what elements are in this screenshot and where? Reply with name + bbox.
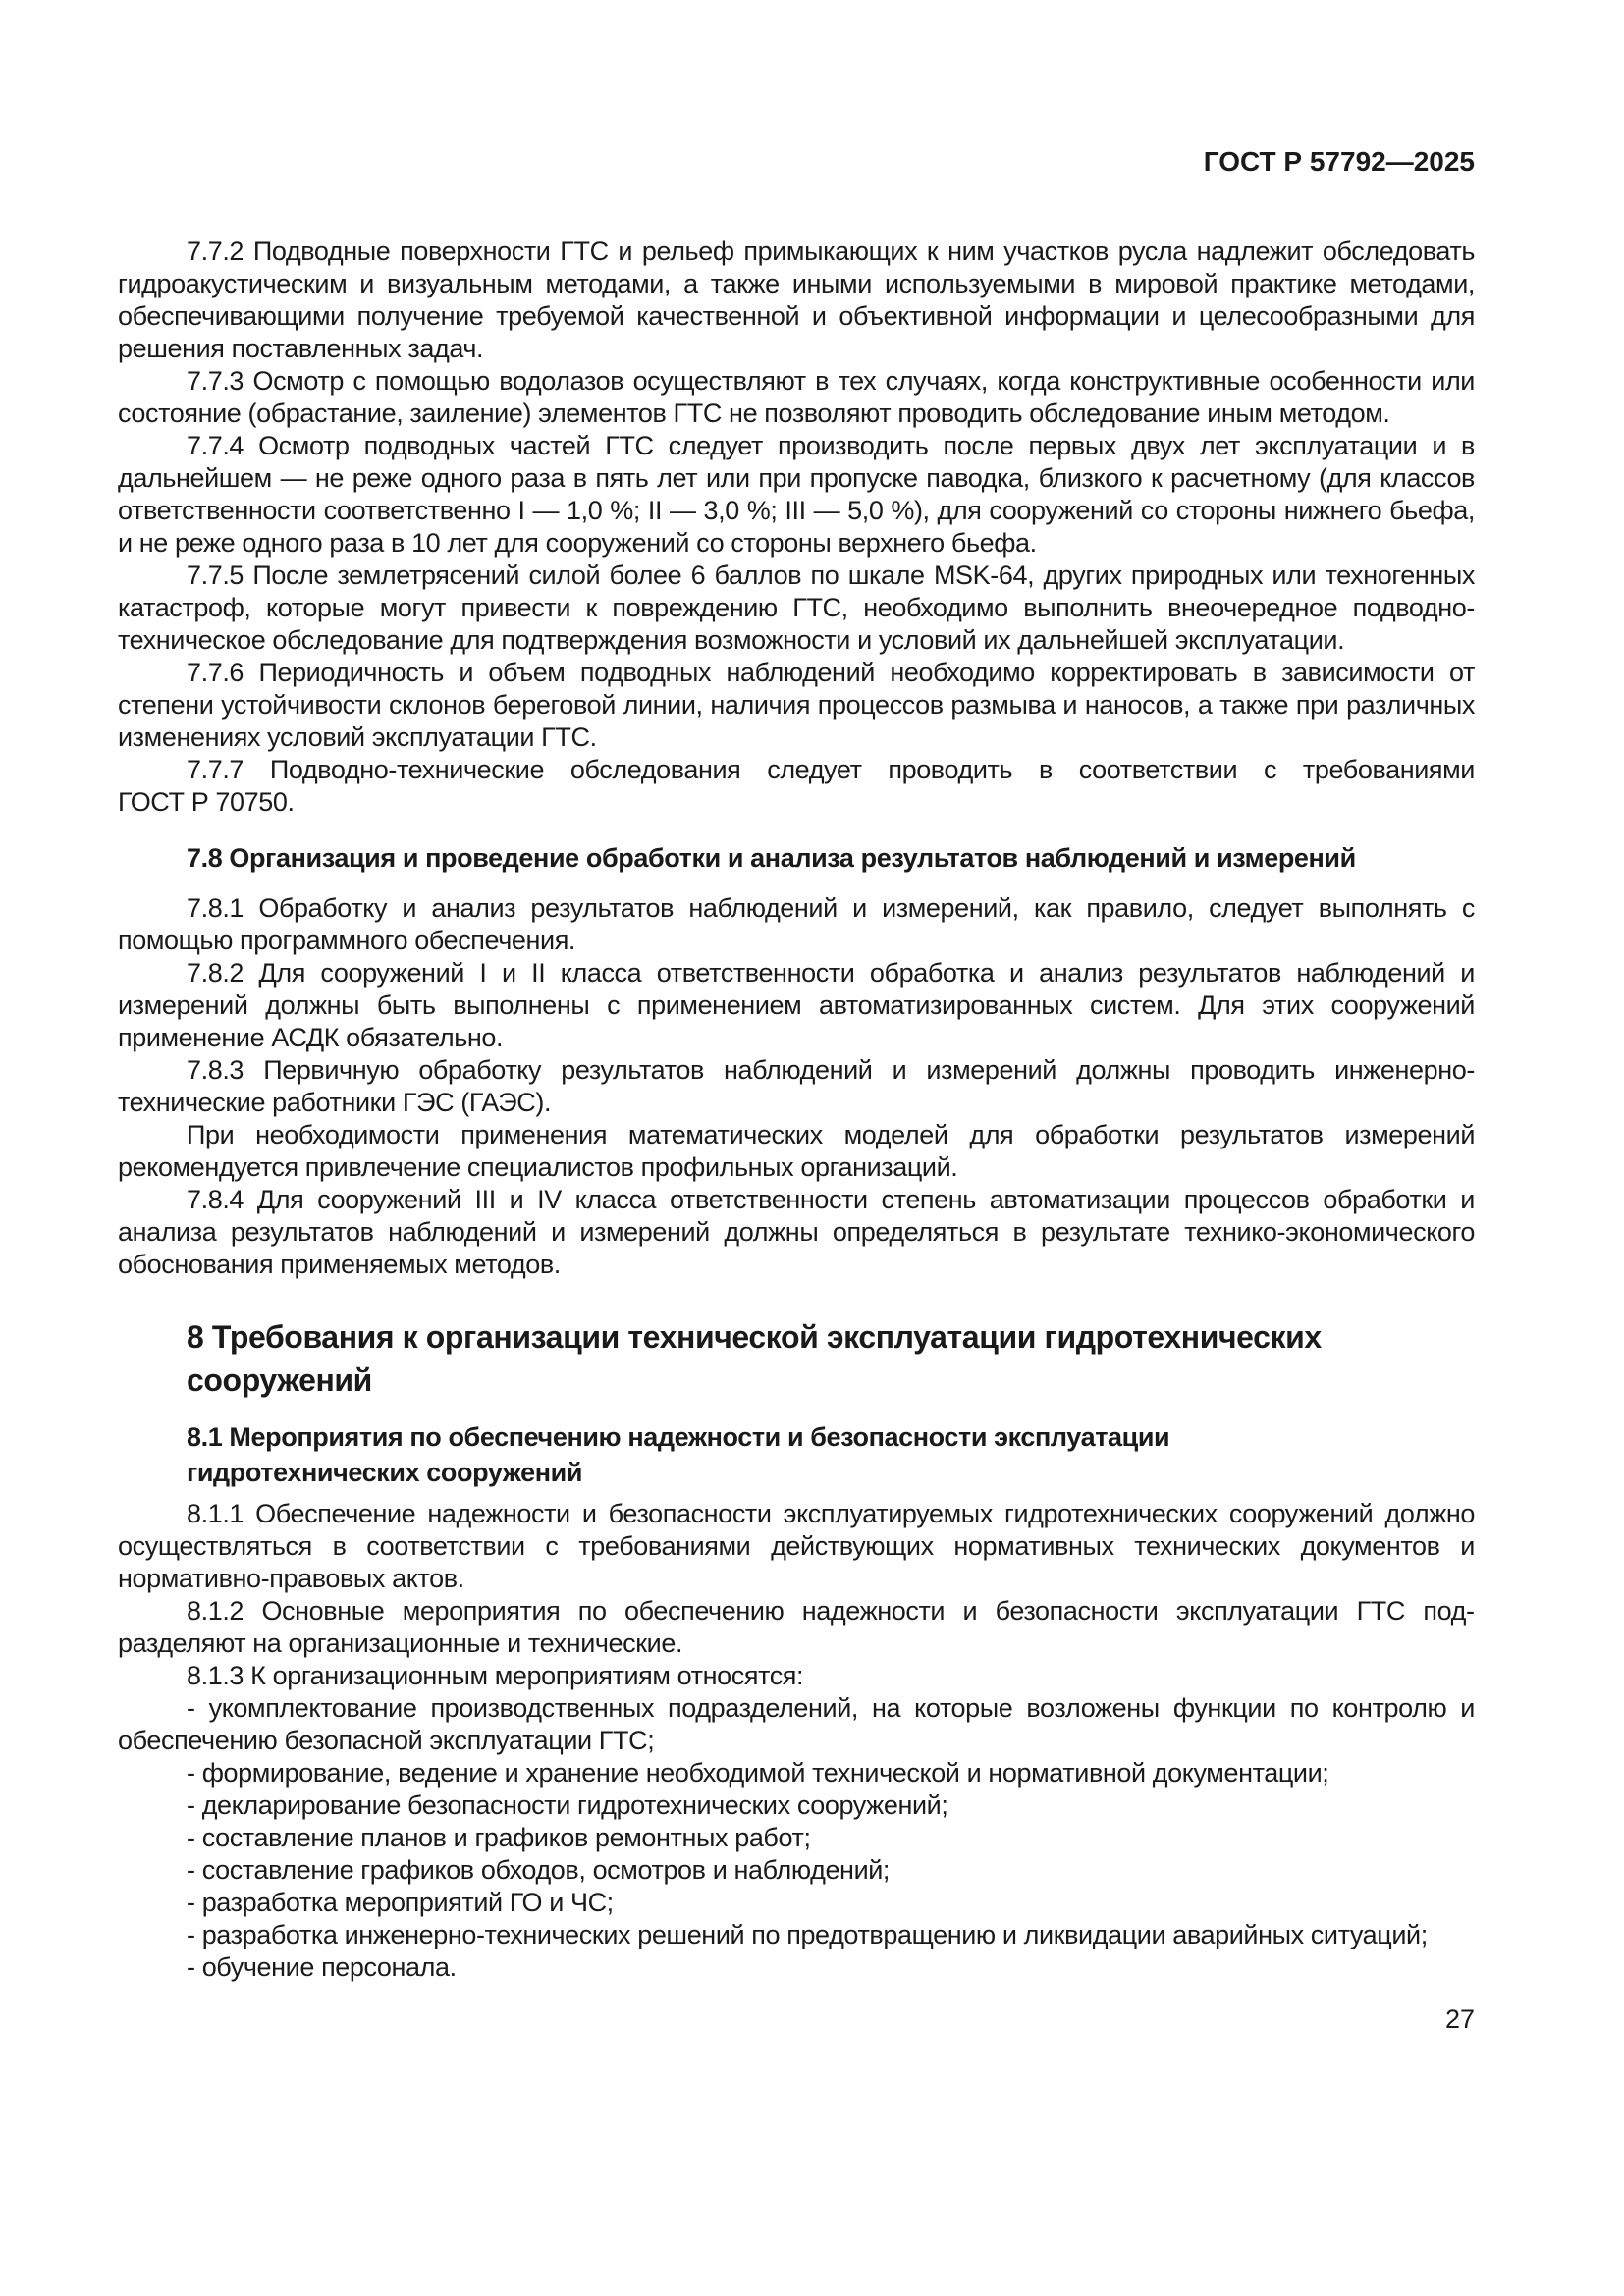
paragraph-7-7-5: 7.7.5 После землетрясений силой более 6 баллов по шкале MSK-64, других природных или техногенных катастроф, которые могут привести к повреждению ГТС, необходимо выполнить внеочередное подводно-техническое обследование для подтверждения возможности и условий их дальнейшей эксплуатации.: [118, 561, 1475, 655]
paragraph-7-8-1: 7.8.1 Обработку и анализ результатов наблюдений и измерений, как правило, следует выполнять с помощью программного обеспечения.: [118, 893, 1475, 955]
heading-8-line1: 8 Требования к организации технической эксплуатации гидротехнических: [187, 1319, 1322, 1355]
list-item-5: - составление графиков обходов, осмотров и наблюдений;: [187, 1855, 891, 1885]
list-item-7: - разработка инженерно-технических решений по предотвращению и ликвидации аварийных ситуаций;: [187, 1920, 1428, 1949]
list-item-3: - декларирование безопасности гидротехнических сооружений;: [187, 1790, 948, 1820]
document-header: ГОСТ Р 57792—2025: [1203, 146, 1475, 177]
page-number: 27: [1444, 2004, 1475, 2034]
list-item-8: - обучение персонала.: [187, 1952, 457, 1982]
paragraph-8-1-1: 8.1.1 Обеспечение надежности и безопасности эксплуатируемых гидротехнических сооружений должно осуществляться в соответствии с требованиями действующих нормативных технических документов и нормативно-правовых актов.: [118, 1499, 1475, 1593]
paragraph-7-7-2: 7.7.2 Подводные поверхности ГТС и рельеф примыкающих к ним участков русла надлежит обследовать гидроакустическим и визуальным методами, а также иными используемыми в мировой практике методами, обеспечивающими получение требуемой качественной и объективной информации и целесообразными для решения поставленных задач.: [118, 237, 1475, 363]
document-content: [118, 147, 1475, 2036]
heading-8-1: [118, 1419, 1475, 1490]
paragraph-7-8-3: 7.8.3 Первичную обработку результатов наблюдений и измерений должны проводить инженерно-технические работники ГЭС (ГАЭС).: [118, 1055, 1475, 1117]
paragraph-7-8-4: 7.8.4 Для сооружений III и IV класса ответственности степень автоматизации процессов обработки и анализа результатов наблюдений и измерений должны определяться в результате технико-экономического обоснования применяемых методов.: [118, 1185, 1475, 1279]
paragraph-7-8-2: 7.8.2 Для сооружений I и II класса ответственности обработка и анализ результатов наблюдений и измерений должны быть выполнены с применением автоматизированных систем. Для этих сооружений применение АСДК обязательно.: [118, 958, 1475, 1052]
paragraph-8-1-3: 8.1.3 К организационным мероприятиям относятся:: [187, 1661, 804, 1690]
list-item-1: - укомплектование производственных подразделений, на которые возложены функции по контролю и обеспечению безопасной эксплуатации ГТС;: [118, 1693, 1475, 1755]
paragraph-7-7-6: 7.7.6 Периодичность и объем подводных наблюдений необходимо корректировать в зависимости от степени устойчивости склонов береговой линии, наличия процессов размыва и наносов, а также при различных изменениях условий эксплуатации ГТС.: [118, 658, 1475, 752]
heading-7-8: 7.8 Организация и проведение обработки и анализа результатов наблюдений и измерений: [187, 843, 1356, 873]
paragraph-8-1-2: 8.1.2 Основные мероприятия по обеспечению надежности и безопасности эксплуатации ГТС подразделяют на организационные и технические.: [118, 1596, 1475, 1658]
paragraph-7-7-4: 7.7.4 Осмотр подводных частей ГТС следует производить после первых двух лет эксплуатации и в дальнейшем — не реже одного раза в пять лет или при пропуске паводка, близкого к расчетному (для классов ответственности соответственно I — 1,0 %; II — 3,0 %; III — 5,0 %), для сооружений со стороны нижнего бьефа, и не реже одного раза в 10 лет для сооружений со стороны верхнего бьефа.: [118, 431, 1475, 558]
paragraph-7-8-3-note: При необходимости применения математических моделей для обработки результатов измерений рекомендуется привлечение специалистов профильных организаций.: [118, 1120, 1475, 1182]
list-item-6: - разработка мероприятий ГО и ЧС;: [187, 1888, 614, 1917]
heading-8-1-line1: 8.1 Мероприятия по обеспечению надежности и безопасности эксплуатации: [187, 1422, 1170, 1452]
paragraph-7-7-3: 7.7.3 Осмотр с помощью водолазов осуществляют в тех случаях, когда конструктивные особенности или состояние (обрастание, заиление) элементов ГТС не позволяют проводить обследование иным методом.: [118, 366, 1475, 428]
list-item-2: - формирование, ведение и хранение необходимой технической и нормативной документации;: [187, 1758, 1329, 1788]
heading-8-1-line2: гидротехнических сооружений: [187, 1458, 583, 1487]
list-item-4: - составление планов и графиков ремонтных работ;: [187, 1823, 811, 1852]
paragraph-7-7-7: 7.7.7 Подводно-технические обследования следует проводить в соответствии с требованиями ГОСТ Р 70750.: [118, 755, 1475, 817]
heading-8-line2: сооружений: [187, 1362, 372, 1398]
heading-8: [118, 1315, 1475, 1402]
